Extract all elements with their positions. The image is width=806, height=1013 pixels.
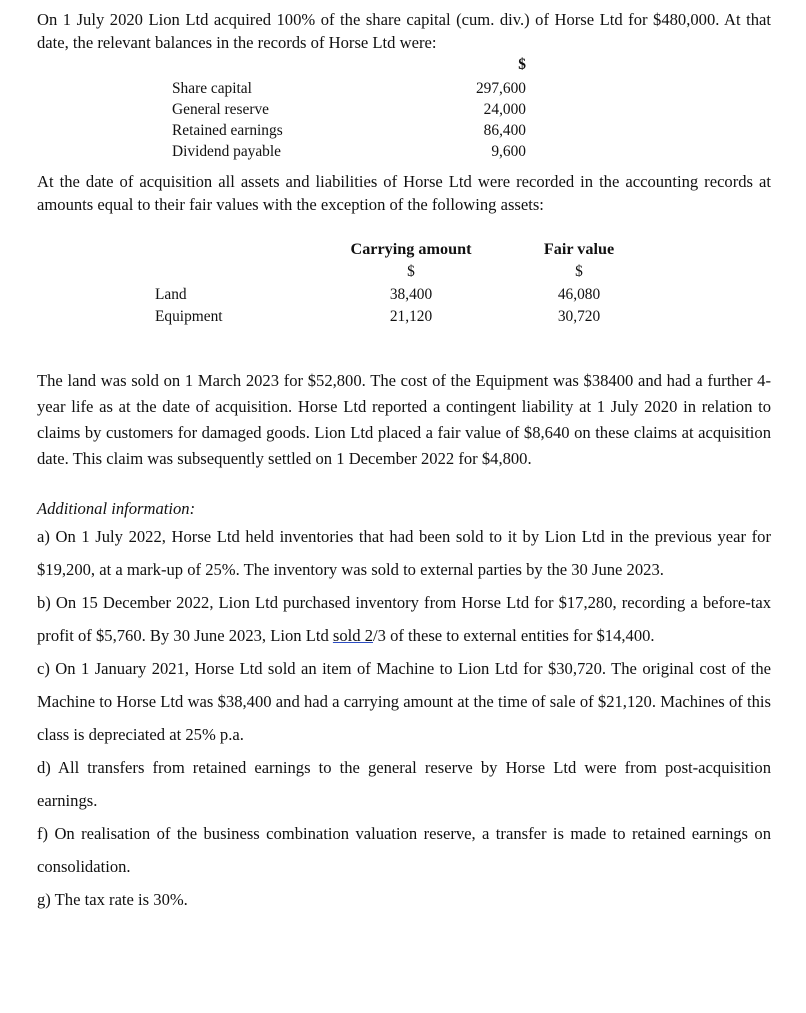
balances-label: Retained earnings: [172, 122, 283, 139]
item-g: g) The tax rate is 30%.: [37, 890, 188, 909]
fair-value-intro-paragraph: At the date of acquisition all assets and liabilities of Horse Ltd were recorded in the accounting records at amounts equal to their fair values with the exception of the following assets:: [37, 172, 771, 214]
fair-value-unit: $: [575, 263, 583, 280]
item-b-text-start: b) On 15 December 2022, Lion Ltd purchased inventory from Horse Ltd for $17,280, recording a before-tax profit of $5,760. By 30 June 2023, Lion Ltd: [37, 593, 771, 645]
land-equipment-paragraph: The land was sold on 1 March 2023 for $52,800. The cost of the Equipment was $38400 and had a further 4-year life as at the date of acquisition. Horse Ltd reported a contingent liability at 1 July 2020 in relation to claims by customers for damaged goods. Lion Ltd placed a fair value of $8,640 on these claims at acquisition date. This claim was subsequently settled on 1 December 2022 for $4,800.: [37, 371, 771, 468]
fair-value: 30,720: [557, 308, 601, 325]
fair-value-header: Fair value: [543, 240, 615, 258]
item-b-text-end: /3 of these to external entities for $14,400.: [373, 626, 655, 645]
fair-value-row-land: [155, 284, 755, 305]
balances-table: [37, 56, 771, 166]
balances-label: Share capital: [172, 80, 252, 97]
balances-currency-header: $: [518, 56, 526, 73]
balances-row-retained-earnings: [172, 120, 526, 141]
carrying-value: 38,400: [389, 286, 433, 303]
item-a: a) On 1 July 2022, Horse Ltd held inventories that had been sold to it by Lion Ltd in the previous year for $19,200, at a mark-up of 25%. The inventory was sold to external parties by the 30 June 2023.: [37, 527, 771, 579]
fair-value-table: [37, 240, 771, 368]
balances-row-dividend-payable: [172, 141, 526, 162]
sold-underlined-text: sold 2: [332, 626, 374, 645]
item-d: d) All transfers from retained earnings to the general reserve by Horse Ltd were from post-acquisition earnings.: [37, 758, 771, 810]
asset-label: Equipment: [155, 308, 223, 325]
item-f: f) On realisation of the business combination valuation reserve, a transfer is made to retained earnings on consolidation.: [37, 824, 771, 876]
balances-value: 297,600: [475, 80, 526, 97]
additional-information-title: Additional information:: [37, 499, 196, 518]
balances-value: 24,000: [483, 101, 526, 118]
carrying-amount-header: Carrying amount: [350, 240, 472, 258]
item-b: [37, 586, 771, 652]
balances-value: 9,600: [491, 143, 526, 160]
balances-row-share-capital: [172, 78, 526, 99]
balances-row-general-reserve: [172, 99, 526, 120]
balances-label: Dividend payable: [172, 143, 281, 160]
asset-label: Land: [155, 286, 187, 303]
item-c: c) On 1 January 2021, Horse Ltd sold an item of Machine to Lion Ltd for $30,720. The original cost of the Machine to Horse Ltd was $38,400 and had a carrying amount at the time of sale of $21,120. Machines of this class is depreciated at 25% p.a.: [37, 659, 771, 744]
intro-paragraph: On 1 July 2020 Lion Ltd acquired 100% of the share capital (cum. div.) of Horse Ltd for $480,000. At that date, the relevant balances in the records of Horse Ltd were:: [37, 10, 771, 52]
document-page: [37, 8, 771, 916]
balances-value: 86,400: [483, 122, 526, 139]
carrying-amount-unit: $: [407, 263, 415, 280]
carrying-value: 21,120: [389, 308, 433, 325]
fair-value: 46,080: [557, 286, 601, 303]
fair-value-row-equipment: [155, 306, 755, 327]
balances-label: General reserve: [172, 101, 269, 118]
